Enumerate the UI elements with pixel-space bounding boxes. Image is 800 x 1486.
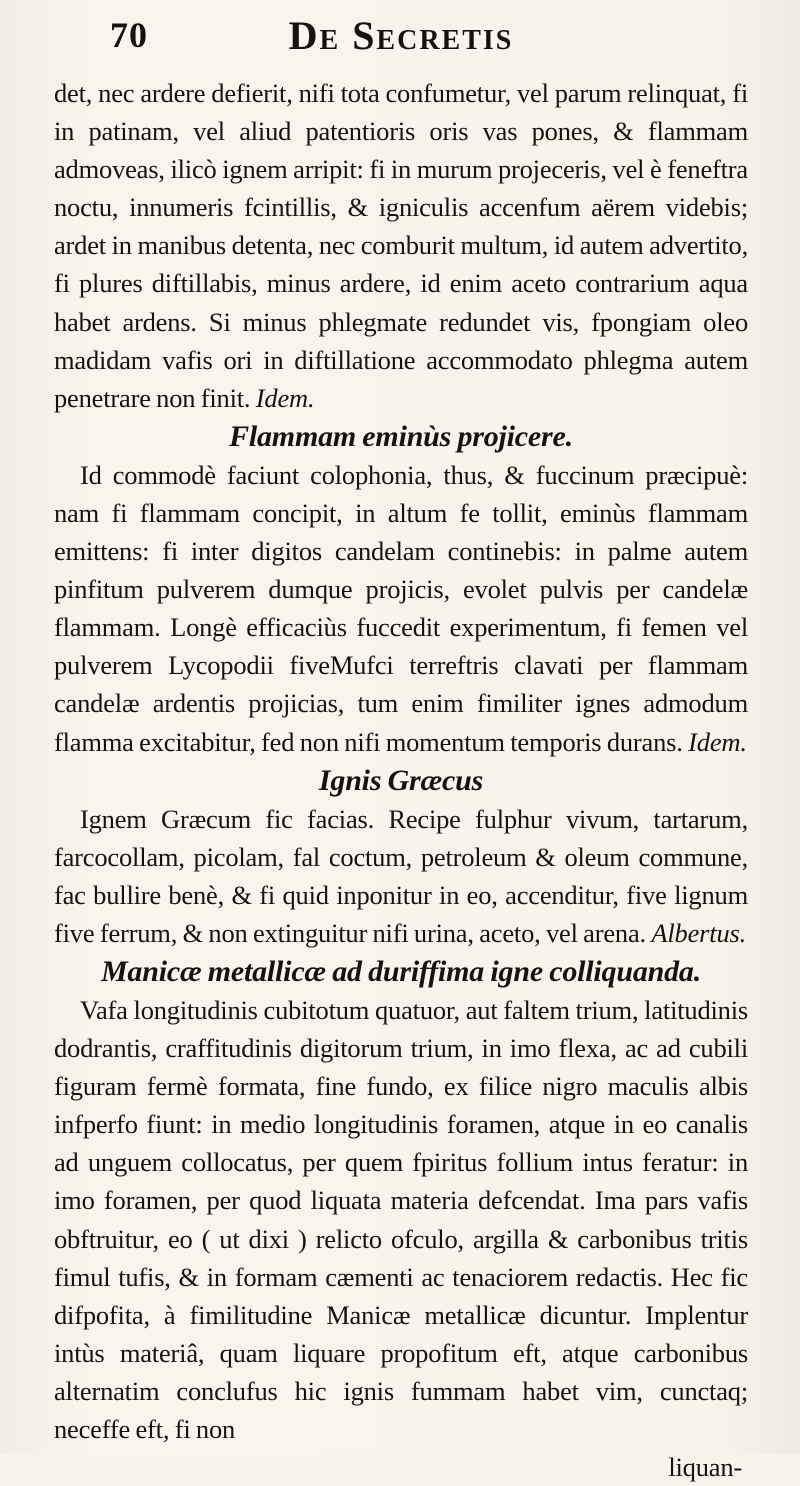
paragraph-text: det, nec ardere defierit, nifi tota confumetur, vel parum relinquat, fi in patinam, vel aliud patentioris oris vas pones, & flammam admoveas, ilicò ignem arripit: fi in murum projeceris, vel è feneftra noctu, innumeris fcintillis, & igniculis accenfum aërem videbis; ardet in manibus detenta, nec comburit multum, id autem advertito, fi plures diftillabis, minus ardere, id enim aceto contrarium aqua habet ardens. Si minus phlegmate redundet vis, fpongiam oleo madidam vafis ori in diftillatione accommodato phlegma autem penetrare non finit. (54, 78, 748, 413)
author-attribution: Idem. (255, 382, 315, 413)
paragraph-distillation (54, 74, 748, 417)
paragraph-text: Vafa longitudinis cubitotum quatuor, aut faltem trium, latitudinis dodrantis, craffitudinis digitorum trium, in imo flexa, ac ad cubili figuram fermè formata, fine fundo, ex filice nigro maculis albis infperfo fiunt: in medio longitudinis foramen, atque in eo canalis ad unguem collocatus, per quem fpiritus follium intus feratur: in imo foramen, per quod liquata materia defcendat. Ima pars vafis obftruitur, eo ( ut dixi ) relicto ofculo, argilla & carbonibus tritis fimul tufis, & in formam cæmenti ac tenaciorem redactis. Hec fic difpofita, à fimilitudine Manicæ metallicæ dicuntur. Implentur intùs materiâ, quam liquare propofitum eft, atque carbonibus alternatim conclufus hic ignis fummam habet vim, cunctaq; neceffe eft, fi non (54, 994, 748, 1444)
page-number: 70 (110, 15, 148, 55)
author-attribution: Idem. (688, 726, 747, 757)
section-heading: Flammam eminùs projicere. (229, 419, 573, 453)
section-heading: Ignis Græcus (318, 763, 484, 797)
body-text (54, 74, 748, 1486)
page-header (54, 8, 748, 74)
paragraph-metal-sleeves (54, 991, 748, 1448)
section-heading: Manicæ metallicæ ad duriffima igne colliquanda. (100, 954, 702, 988)
catchword: liquan- (668, 1452, 742, 1483)
running-title: De Secretis (288, 13, 514, 58)
paragraph-flame-projection (54, 456, 748, 761)
paragraph-text: Id commodè faciunt colophonia, thus, & fuccinum præcipuè: nam fi flammam concipit, in altum fe tollit, eminùs flammam emittens: fi inter digitos candelam continebis: in palme autem pinfitum pulverem dumque projicis, evolet pulvis per candelæ flammam. Longè efficaciùs fuccedit experimentum, fi femen vel pulverem Lycopodii fiveMufci terreftris clavati per flammam candelæ ardentis projicias, tum enim fimiliter ignes admodum flamma excitabitur, fed non nifi momentum temporis durans. (54, 459, 748, 757)
paragraph-text: Ignem Græcum fic facias. Recipe fulphur vivum, tartarum, farcocollam, picolam, fal coctum, petroleum & oleum commune, fac bullire benè, & fi quid inponitur in eo, accenditur, five lignum five ferrum, & non extinguitur nifi urina, aceto, vel arena. (54, 803, 748, 948)
author-attribution: Albertus. (651, 917, 747, 948)
paragraph-greek-fire (54, 800, 748, 952)
